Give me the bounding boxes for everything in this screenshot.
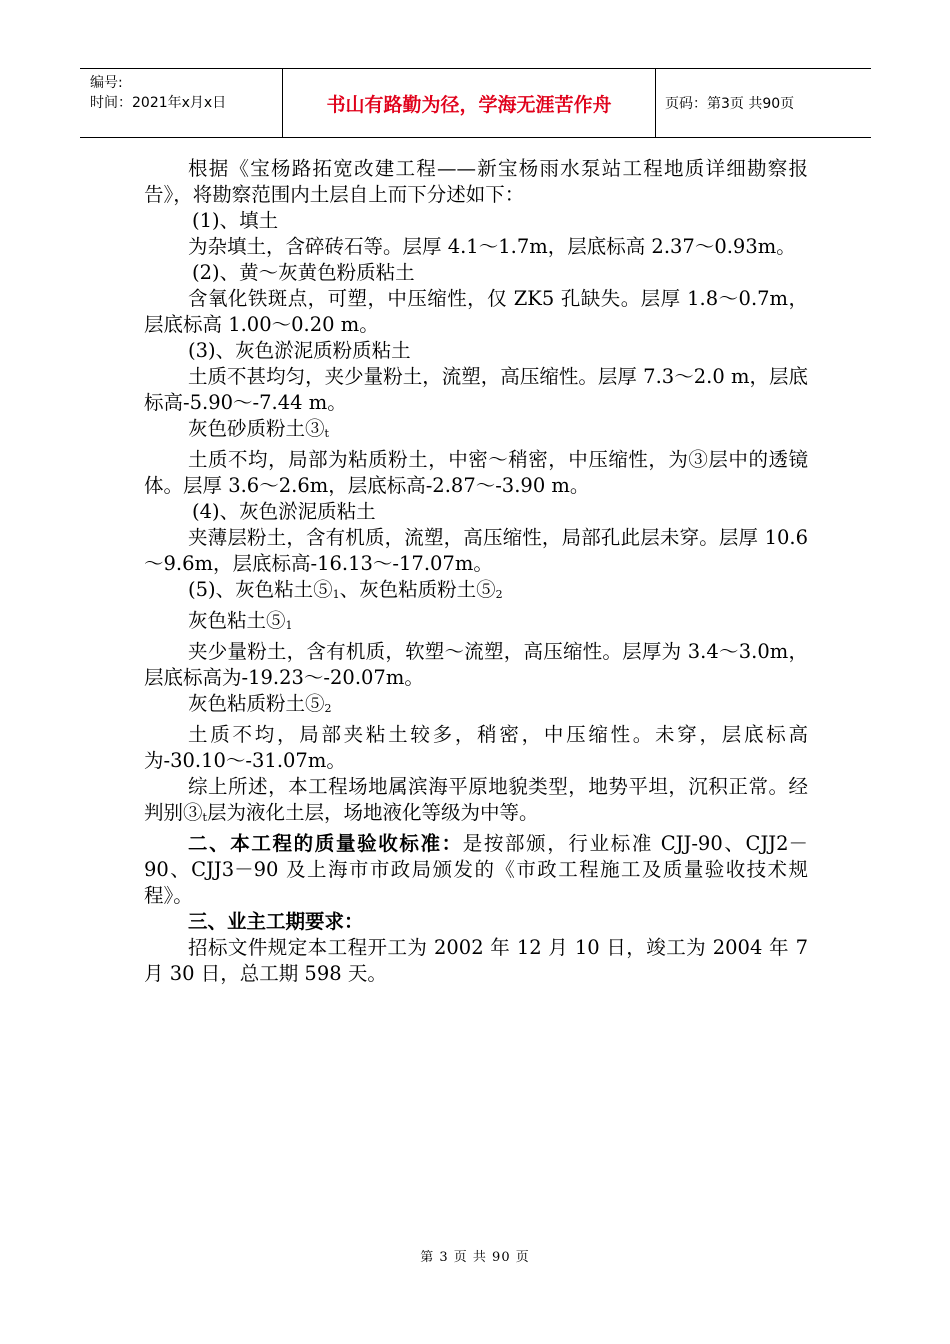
- document-time-label: 时间：2021年x月x日: [90, 95, 227, 111]
- layer-5-title-b: 、灰色粘质粉土⑤: [339, 578, 496, 601]
- section-2-paragraph: [144, 831, 808, 909]
- layer-5-title: [144, 577, 808, 608]
- layer-4-desc: 夹薄层粉土，含有机质，流塑，高压缩性，局部孔此层未穿。层厚 10.6～9.6m，层底标高-16.13～-17.07m。: [144, 526, 808, 575]
- layer-5-sub-2: 2: [495, 588, 503, 601]
- header-meta: [90, 73, 280, 113]
- summary-text-a: 综上所述，本工程场地属滨海平原地貌类型，地势平坦，沉积正常。经判别③: [144, 775, 808, 824]
- layer-5-2-title: [144, 691, 808, 722]
- layer-4-title: (4)、灰色淤泥质粘土: [192, 500, 376, 523]
- layer-5-1-subscript: 1: [285, 619, 293, 632]
- page-footer: 第 3 页 共 90 页: [420, 1250, 530, 1265]
- layer-5-2-desc: 土质不均，局部夹粘土较多，稍密，中压缩性。未穿，层底标高为-30.10～-31.07m。: [144, 723, 808, 772]
- document-number-label: 编号:: [90, 75, 123, 91]
- intro-paragraph: 根据《宝杨路拓宽改建工程——新宝杨雨水泵站工程地质详细勘察报告》，将勘察范围内土层自上而下分述如下：: [144, 157, 808, 206]
- summary-text-b: 层为液化土层，场地液化等级为中等。: [206, 801, 539, 824]
- layer-3-desc: 土质不甚均匀，夹少量粉土，流塑，高压缩性。层厚 7.3～2.0 m，层底标高-5.90～-7.44 m。: [144, 365, 808, 414]
- layer-5-2-subscript: 2: [324, 702, 332, 715]
- page-header: [80, 68, 871, 138]
- header-page-info: 页码：第3页 共90页: [665, 96, 795, 112]
- layer-3-title: (3)、灰色淤泥质粉质粘土: [188, 339, 411, 362]
- layer-3t-desc: 土质不均，局部为粘质粉土，中密～稍密，中压缩性，为③层中的透镜体。层厚 3.6～2.6m，层底标高-2.87～-3.90 m。: [144, 448, 808, 497]
- layer-5-sub-1: 1: [332, 588, 340, 601]
- header-motto: 书山有路勤为径，学海无涯苦作舟: [282, 69, 656, 137]
- layer-2-desc: 含氧化铁斑点，可塑，中压缩性，仅 ZK5 孔缺失。层厚 1.8～0.7m，层底标高 1.00～0.20 m。: [144, 287, 808, 336]
- section-3-text: 招标文件规定本工程开工为 2002 年 12 月 10 日，竣工为 2004 年 7 月 30 日，总工期 598 天。: [144, 936, 808, 985]
- layer-3t-title: [144, 416, 808, 447]
- layer-1-title: (1)、填土: [192, 209, 279, 232]
- summary-subscript: t: [202, 811, 207, 824]
- section-3-heading: 三、业主工期要求：: [188, 910, 364, 933]
- layer-5-1-title-text: 灰色粘土⑤: [188, 609, 286, 632]
- summary-paragraph: [144, 774, 808, 831]
- layer-5-title-a: (5)、灰色粘土⑤: [188, 578, 333, 601]
- layer-3t-subscript: t: [324, 427, 329, 440]
- layer-2-title: (2)、黄～灰黄色粉质粘土: [192, 261, 415, 284]
- layer-3t-title-text: 灰色砂质粉土③: [188, 417, 325, 440]
- section-2-text: 是按部颁，行业标准 CJJ-90、CJJ2－90、CJJ3－90 及上海市市政局颁发的《市政工程施工及质量验收技术规程》。: [144, 832, 808, 907]
- section-2-heading: 二、本工程的质量验收标准：: [188, 832, 463, 855]
- layer-5-1-desc: 夹少量粉土，含有机质，软塑～流塑，高压缩性。层厚为 3.4～3.0m，层底标高为-19.23～-20.07m。: [144, 640, 808, 689]
- layer-5-1-title: [144, 608, 808, 639]
- layer-1-desc: 为杂填土，含碎砖石等。层厚 4.1～1.7m，层底标高 2.37～0.93m。: [188, 235, 796, 258]
- layer-5-2-title-text: 灰色粘质粉土⑤: [188, 692, 325, 715]
- document-body: [144, 156, 808, 987]
